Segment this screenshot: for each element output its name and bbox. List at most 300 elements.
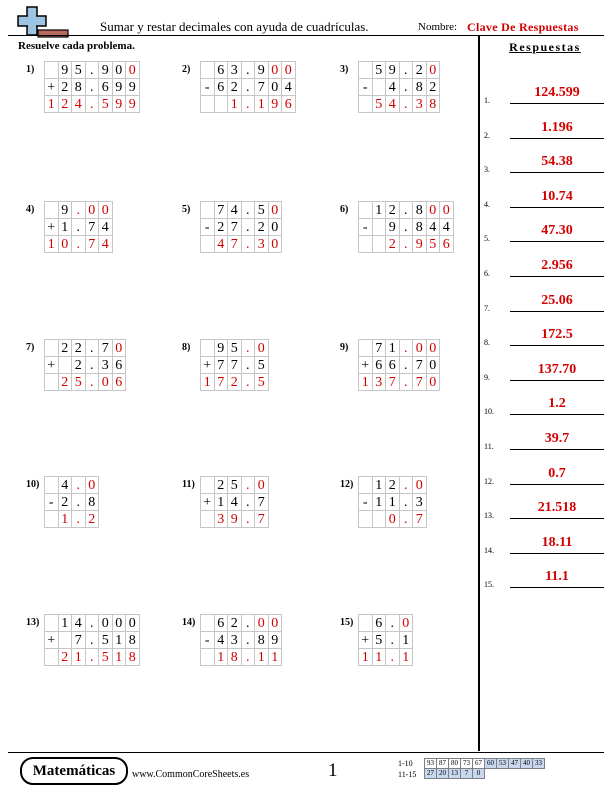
- result-cell: [359, 511, 373, 528]
- digit-cell: 3: [99, 357, 113, 374]
- digit-cell: -: [201, 632, 215, 649]
- digit-cell: 0: [112, 340, 126, 357]
- digit-cell: 9: [58, 62, 72, 79]
- digit-cell: 0: [440, 202, 454, 219]
- result-cell: 4: [72, 96, 86, 113]
- problem-number: 11): [182, 479, 195, 490]
- result-cell: 0: [58, 236, 72, 253]
- result-cell: 9: [126, 96, 140, 113]
- answer-number: 10.: [484, 407, 494, 417]
- result-cell: 2: [228, 374, 242, 391]
- result-cell: 5: [99, 649, 113, 666]
- result-cell: 7: [214, 374, 228, 391]
- digit-cell: 1: [372, 494, 386, 511]
- answer-row: [484, 427, 608, 451]
- stats-cell: 60: [485, 759, 497, 769]
- digit-cell: [45, 202, 59, 219]
- result-cell: 8: [228, 649, 242, 666]
- digit-cell: 7: [255, 494, 269, 511]
- digit-cell: 5: [228, 340, 242, 357]
- digit-cell: 0: [126, 615, 140, 632]
- result-cell: 4: [386, 96, 400, 113]
- digit-cell: [45, 340, 59, 357]
- answer-number: 13.: [484, 511, 494, 521]
- result-cell: 1: [255, 649, 269, 666]
- stats-cell: 33: [533, 759, 545, 769]
- result-cell: .: [72, 236, 86, 253]
- result-cell: 6: [440, 236, 454, 253]
- digit-cell: 9: [214, 340, 228, 357]
- result-cell: [45, 374, 59, 391]
- digit-cell: [359, 477, 373, 494]
- answer-number: 2.: [484, 130, 490, 140]
- stats-cell: 20: [437, 769, 449, 779]
- digit-cell: [201, 615, 215, 632]
- result-cell: [201, 649, 215, 666]
- digit-cell: 4: [440, 219, 454, 236]
- problem-number: 3): [340, 64, 349, 75]
- result-cell: 8: [426, 96, 440, 113]
- digit-cell: -: [201, 219, 215, 236]
- digit-cell: .: [241, 202, 255, 219]
- stats-cell: 53: [497, 759, 509, 769]
- answer-line: [510, 345, 604, 346]
- problem-number: 6): [340, 204, 349, 215]
- result-cell: .: [241, 374, 255, 391]
- digit-cell: 4: [72, 615, 86, 632]
- result-cell: 1: [255, 96, 269, 113]
- result-cell: 1: [45, 236, 59, 253]
- result-cell: 1: [58, 511, 72, 528]
- problem-number: 10): [26, 479, 40, 490]
- answer-value: 39.7: [544, 431, 570, 446]
- answer-value: 1.2: [548, 396, 566, 412]
- result-cell: .: [72, 511, 86, 528]
- stats-cell: 80: [449, 759, 461, 769]
- stats-cell: 7: [461, 769, 473, 779]
- problem-grid: [44, 339, 126, 391]
- result-cell: 8: [126, 649, 140, 666]
- result-cell: 9: [228, 511, 242, 528]
- answer-row: [484, 358, 608, 382]
- result-cell: 1: [359, 374, 373, 391]
- problem-number: 15): [340, 617, 354, 628]
- answer-value: 11.1: [545, 569, 569, 585]
- result-cell: 1: [201, 374, 215, 391]
- result-cell: .: [241, 511, 255, 528]
- digit-cell: .: [85, 357, 99, 374]
- page-number: 1: [328, 760, 338, 781]
- stats-cell: 67: [473, 759, 485, 769]
- answer-row: [484, 116, 608, 140]
- digit-cell: .: [241, 632, 255, 649]
- digit-cell: [201, 340, 215, 357]
- digit-cell: 6: [372, 357, 386, 374]
- answer-value: 47.30: [541, 223, 573, 239]
- digit-cell: 4: [228, 494, 242, 511]
- digit-cell: 0: [112, 615, 126, 632]
- digit-cell: 9: [268, 632, 282, 649]
- result-cell: .: [241, 649, 255, 666]
- digit-cell: 1: [386, 340, 400, 357]
- score-stats-table: [424, 758, 545, 779]
- digit-cell: 0: [426, 202, 440, 219]
- digit-cell: 7: [255, 79, 269, 96]
- digit-cell: [372, 219, 386, 236]
- digit-cell: 2: [72, 340, 86, 357]
- stats-label-1-10: 1-10: [398, 759, 413, 768]
- digit-cell: 0: [426, 62, 440, 79]
- result-cell: 1: [112, 649, 126, 666]
- result-cell: [45, 649, 59, 666]
- digit-cell: 5: [72, 62, 86, 79]
- name-value: Clave De Respuestas: [467, 20, 579, 34]
- problem-number: 9): [340, 342, 349, 353]
- answer-line: [510, 276, 604, 277]
- digit-cell: 8: [255, 632, 269, 649]
- answer-value: 25.06: [541, 292, 573, 308]
- digit-cell: 0: [268, 202, 282, 219]
- answer-value: 0.7: [548, 465, 566, 481]
- problem-grid: [358, 201, 454, 253]
- digit-cell: [201, 477, 215, 494]
- result-cell: [201, 96, 215, 113]
- problem-grid: [44, 61, 140, 113]
- result-cell: 9: [268, 96, 282, 113]
- digit-cell: 4: [228, 202, 242, 219]
- digit-cell: 1: [372, 477, 386, 494]
- brand-url: www.CommonCoreSheets.es: [132, 769, 250, 780]
- answer-value: 124.599: [534, 85, 580, 100]
- digit-cell: 3: [413, 494, 427, 511]
- digit-cell: 1: [214, 494, 228, 511]
- digit-cell: 5: [372, 632, 386, 649]
- digit-cell: 0: [255, 477, 269, 494]
- result-cell: .: [85, 96, 99, 113]
- answer-value: 21.518: [537, 500, 577, 516]
- digit-cell: 0: [268, 79, 282, 96]
- digit-cell: .: [241, 615, 255, 632]
- digit-cell: .: [399, 219, 413, 236]
- result-cell: 7: [255, 511, 269, 528]
- digit-cell: -: [45, 494, 59, 511]
- answer-value: 1.196: [541, 119, 573, 135]
- result-cell: 1: [72, 649, 86, 666]
- digit-cell: 9: [255, 62, 269, 79]
- digit-cell: [201, 202, 215, 219]
- problem-grid: [200, 61, 296, 113]
- answer-number: 14.: [484, 545, 494, 555]
- answer-number: 15.: [484, 580, 494, 590]
- digit-cell: 2: [255, 219, 269, 236]
- digit-cell: 5: [99, 632, 113, 649]
- digit-cell: 2: [58, 79, 72, 96]
- result-cell: 7: [85, 236, 99, 253]
- header-divider: [8, 35, 604, 36]
- digit-cell: [58, 357, 72, 374]
- digit-cell: 0: [268, 62, 282, 79]
- answer-row: [484, 496, 608, 520]
- result-cell: 5: [372, 96, 386, 113]
- answer-number: 12.: [484, 476, 494, 486]
- digit-cell: .: [85, 615, 99, 632]
- result-cell: .: [399, 96, 413, 113]
- result-cell: .: [85, 374, 99, 391]
- problem-number: 1): [26, 64, 35, 75]
- digit-cell: 3: [228, 62, 242, 79]
- digit-cell: [58, 632, 72, 649]
- problem-grid: [200, 201, 282, 253]
- stats-label-11-15: 11-15: [398, 770, 417, 779]
- result-cell: 0: [99, 374, 113, 391]
- answer-value: 54.38: [541, 154, 573, 170]
- result-cell: [45, 511, 59, 528]
- answer-row: [484, 185, 608, 209]
- digit-cell: +: [201, 357, 215, 374]
- digit-cell: 6: [99, 79, 113, 96]
- digit-cell: -: [359, 79, 373, 96]
- digit-cell: 8: [126, 632, 140, 649]
- result-cell: .: [399, 511, 413, 528]
- answer-row: [484, 565, 608, 589]
- digit-cell: -: [359, 219, 373, 236]
- digit-cell: .: [399, 494, 413, 511]
- digit-cell: 5: [255, 357, 269, 374]
- problem-grid: [200, 339, 269, 391]
- stats-cell: 13: [449, 769, 461, 779]
- problem-grid: [200, 614, 282, 666]
- result-cell: 6: [112, 374, 126, 391]
- digit-cell: 2: [228, 615, 242, 632]
- digit-cell: 0: [99, 202, 113, 219]
- digit-cell: .: [72, 219, 86, 236]
- result-cell: [372, 236, 386, 253]
- answer-row: [484, 254, 608, 278]
- digit-cell: 4: [282, 79, 296, 96]
- digit-cell: 2: [386, 477, 400, 494]
- result-cell: [359, 96, 373, 113]
- stats-cell: 47: [509, 759, 521, 769]
- digit-cell: +: [45, 357, 59, 374]
- digit-cell: [45, 477, 59, 494]
- digit-cell: .: [72, 202, 86, 219]
- plus-minus-logo-icon: [14, 4, 70, 38]
- digit-cell: 6: [214, 62, 228, 79]
- digit-cell: -: [359, 494, 373, 511]
- problem-number: 12): [340, 479, 354, 490]
- digit-cell: .: [241, 340, 255, 357]
- result-cell: 0: [426, 374, 440, 391]
- digit-cell: 2: [413, 62, 427, 79]
- problem-grid: [200, 476, 269, 528]
- digit-cell: 4: [99, 219, 113, 236]
- digit-cell: 0: [255, 340, 269, 357]
- name-label: Nombre:: [418, 21, 458, 33]
- result-cell: 2: [58, 374, 72, 391]
- problem-number: 2): [182, 64, 191, 75]
- result-cell: 1: [228, 96, 242, 113]
- digit-cell: 4: [386, 79, 400, 96]
- digit-cell: -: [201, 79, 215, 96]
- problem-grid: [358, 339, 440, 391]
- result-cell: 1: [372, 649, 386, 666]
- answer-line: [510, 207, 604, 208]
- result-cell: 1: [359, 649, 373, 666]
- digit-cell: 0: [282, 62, 296, 79]
- digit-cell: [372, 79, 386, 96]
- result-cell: 2: [58, 96, 72, 113]
- digit-cell: [201, 62, 215, 79]
- digit-cell: .: [399, 62, 413, 79]
- digit-cell: .: [72, 477, 86, 494]
- answer-value: 2.956: [541, 258, 573, 273]
- answer-line: [510, 449, 604, 450]
- answer-row: [484, 150, 608, 174]
- digit-cell: 2: [386, 202, 400, 219]
- digit-cell: 9: [126, 79, 140, 96]
- digit-cell: 1: [386, 494, 400, 511]
- digit-cell: 6: [372, 615, 386, 632]
- digit-cell: 7: [72, 632, 86, 649]
- worksheet-title: Sumar y restar decimales con ayuda de cuadrículas.: [100, 19, 369, 34]
- digit-cell: 1: [58, 219, 72, 236]
- result-cell: 1: [399, 649, 413, 666]
- digit-cell: +: [359, 632, 373, 649]
- answers-title: Respuestas: [509, 40, 581, 54]
- digit-cell: .: [399, 477, 413, 494]
- result-cell: 0: [268, 236, 282, 253]
- result-cell: .: [241, 96, 255, 113]
- result-cell: 6: [282, 96, 296, 113]
- answer-line: [510, 484, 604, 485]
- instructions: Resuelve cada problema.: [18, 40, 135, 52]
- digit-cell: 9: [386, 62, 400, 79]
- answer-number: 3.: [484, 165, 490, 175]
- footer-divider: [8, 752, 604, 753]
- digit-cell: .: [241, 494, 255, 511]
- digit-cell: 0: [85, 202, 99, 219]
- stats-cell: 73: [461, 759, 473, 769]
- digit-cell: 0: [268, 615, 282, 632]
- problem-number: 13): [26, 617, 40, 628]
- answer-number: 4.: [484, 199, 490, 209]
- problem-number: 14): [182, 617, 196, 628]
- stats-cell: 87: [437, 759, 449, 769]
- digit-cell: .: [241, 79, 255, 96]
- digit-cell: 9: [112, 79, 126, 96]
- digit-cell: 0: [126, 62, 140, 79]
- answer-line: [510, 553, 604, 554]
- answer-number: 1.: [484, 96, 490, 105]
- problem-number: 4): [26, 204, 35, 215]
- stats-cell: 93: [425, 759, 437, 769]
- answer-number: 9.: [484, 372, 490, 382]
- answer-value: 18.11: [541, 534, 573, 550]
- result-cell: .: [399, 236, 413, 253]
- digit-cell: [359, 340, 373, 357]
- digit-cell: .: [399, 357, 413, 374]
- digit-cell: 8: [85, 494, 99, 511]
- answer-value: 172.5: [541, 327, 573, 343]
- digit-cell: +: [201, 494, 215, 511]
- problem-grid: [44, 476, 99, 528]
- result-cell: 5: [255, 374, 269, 391]
- digit-cell: 2: [72, 357, 86, 374]
- digit-cell: 7: [372, 340, 386, 357]
- digit-cell: .: [241, 357, 255, 374]
- digit-cell: 9: [58, 202, 72, 219]
- answer-number: 11.: [484, 442, 494, 451]
- answer-line: [510, 518, 604, 519]
- brand-badge: Matemáticas: [20, 757, 128, 785]
- digit-cell: 2: [214, 219, 228, 236]
- problem-grid: [358, 61, 440, 113]
- answer-row: [484, 323, 608, 347]
- digit-cell: .: [399, 79, 413, 96]
- stats-cell: 27: [425, 769, 437, 779]
- result-cell: 4: [214, 236, 228, 253]
- answer-number: 7.: [484, 303, 490, 313]
- result-cell: 2: [85, 511, 99, 528]
- digit-cell: .: [85, 79, 99, 96]
- digit-cell: 8: [413, 202, 427, 219]
- digit-cell: 2: [228, 79, 242, 96]
- result-cell: [214, 96, 228, 113]
- digit-cell: 1: [372, 202, 386, 219]
- digit-cell: 3: [228, 632, 242, 649]
- digit-cell: 0: [413, 340, 427, 357]
- answer-row: [484, 81, 608, 105]
- digit-cell: [359, 615, 373, 632]
- digit-cell: 2: [426, 79, 440, 96]
- answer-number: 6.: [484, 269, 490, 278]
- digit-cell: +: [45, 79, 59, 96]
- result-cell: [201, 511, 215, 528]
- problem-number: 8): [182, 342, 191, 353]
- digit-cell: 2: [214, 477, 228, 494]
- problem-number: 5): [182, 204, 191, 215]
- digit-cell: .: [386, 615, 400, 632]
- digit-cell: .: [241, 62, 255, 79]
- result-cell: 2: [58, 649, 72, 666]
- result-cell: 3: [372, 374, 386, 391]
- result-cell: [372, 511, 386, 528]
- digit-cell: [45, 615, 59, 632]
- digit-cell: 7: [214, 357, 228, 374]
- answer-line: [510, 172, 604, 173]
- digit-cell: .: [85, 340, 99, 357]
- digit-cell: 5: [372, 62, 386, 79]
- digit-cell: 4: [426, 219, 440, 236]
- digit-cell: 7: [413, 357, 427, 374]
- problem-grid: [358, 476, 427, 528]
- result-cell: .: [399, 374, 413, 391]
- digit-cell: .: [85, 632, 99, 649]
- digit-cell: [359, 62, 373, 79]
- digit-cell: .: [85, 62, 99, 79]
- digit-cell: 0: [399, 615, 413, 632]
- result-cell: 3: [255, 236, 269, 253]
- result-cell: 3: [214, 511, 228, 528]
- result-cell: 5: [426, 236, 440, 253]
- result-cell: 1: [214, 649, 228, 666]
- digit-cell: 1: [58, 615, 72, 632]
- result-cell: 4: [99, 236, 113, 253]
- answer-line: [510, 241, 604, 242]
- result-cell: 2: [386, 236, 400, 253]
- digit-cell: 7: [228, 219, 242, 236]
- digit-cell: 6: [112, 357, 126, 374]
